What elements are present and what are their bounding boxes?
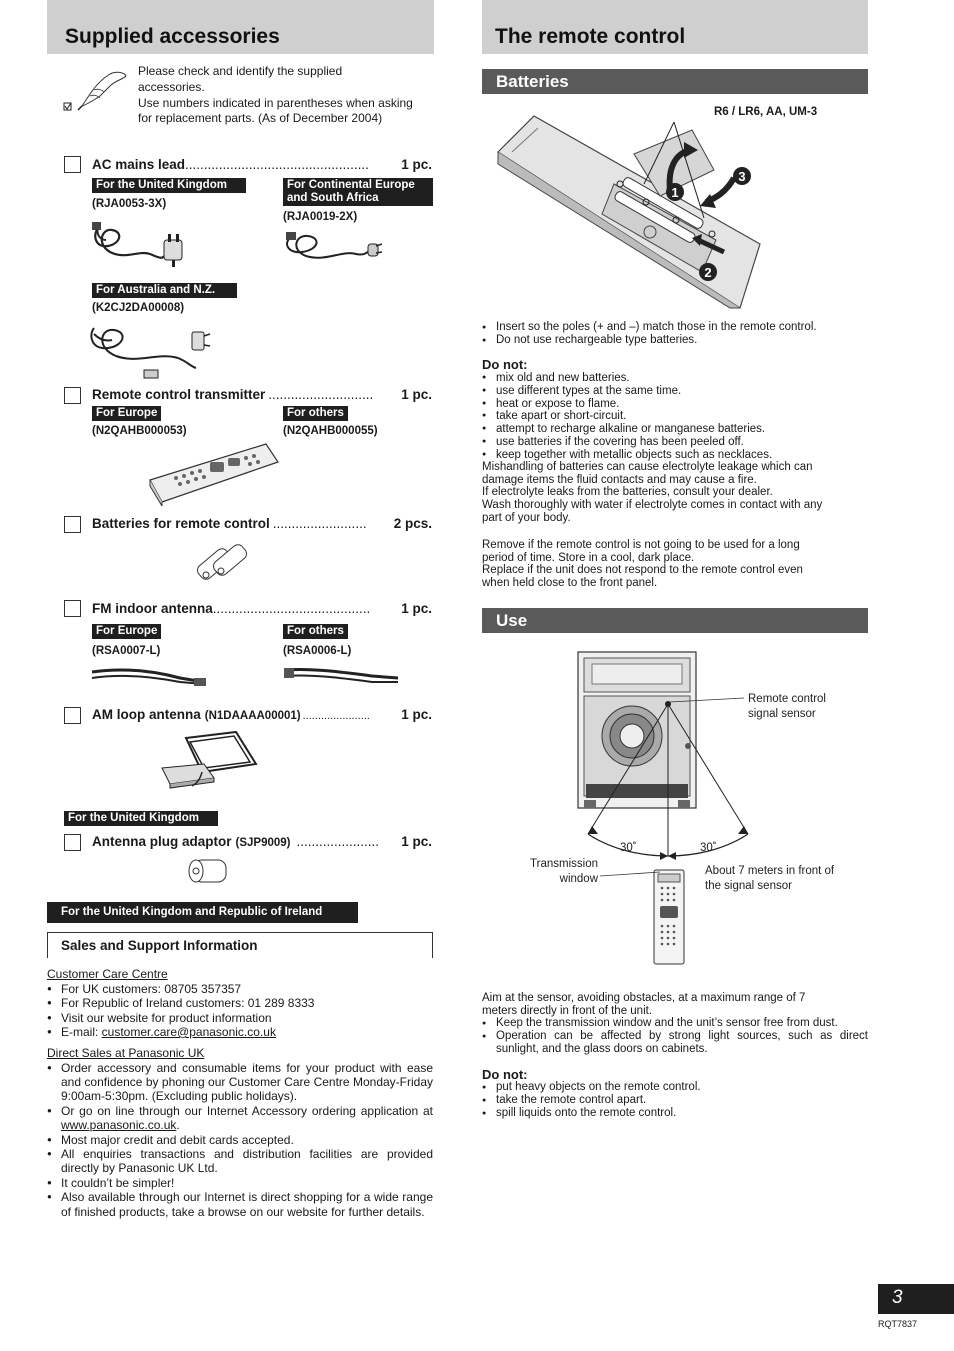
list-item — [47, 1104, 433, 1133]
item-remote-control — [92, 387, 432, 402]
direct-sales-section — [47, 1046, 433, 1219]
dot-leader: .......................................... — [212, 601, 371, 616]
region-tag-uk: For the United Kingdom — [92, 178, 246, 193]
region-tag-europe: For Europe — [92, 406, 161, 421]
bullet-text: Operation can be affected by strong light sources, such as direct sunlight, and the glass doors on cabinets. — [496, 1030, 868, 1055]
tx-window-label-line1: Transmission — [530, 858, 598, 870]
step-3-label: 3 — [738, 169, 746, 184]
direct-item-suffix: . — [176, 1118, 180, 1133]
region-tag-others: For others — [283, 624, 348, 639]
use-line: Aim at the sensor, avoiding obstacles, at a maximum range of 7 — [482, 992, 806, 1004]
region-tag-australia: For Australia and N.Z. — [92, 283, 237, 298]
sales-support-title: Sales and Support Information — [61, 938, 258, 953]
part-code: (RJA0019-2X) — [283, 211, 358, 223]
dot-leader: ...................... — [296, 834, 380, 849]
sensor-label-line1: Remote control — [748, 693, 826, 705]
intro-line: for replacement parts. (As of December 2004) — [138, 111, 383, 126]
part-code: (RSA0006-L) — [283, 645, 352, 657]
customer-care-heading: Customer Care Centre — [47, 967, 168, 981]
remote-transmitter-illustration — [146, 440, 280, 506]
dot-leader: ............................ — [268, 387, 374, 402]
list-item — [482, 410, 868, 423]
region-tag-continental-europe — [283, 178, 433, 206]
item-label: Batteries for remote control — [92, 516, 270, 531]
list-item — [482, 423, 868, 436]
list-item — [482, 385, 868, 398]
list-item — [47, 982, 433, 997]
list-item — [47, 996, 433, 1011]
warning-line: Wash thoroughly with water if electrolyte comes in contact with any — [482, 499, 823, 512]
item-label: AC mains lead — [92, 157, 186, 172]
warning-line: Mishandling of batteries can cause electrolyte leakage which can — [482, 461, 813, 473]
angle-left-label: 30˚ — [620, 842, 637, 854]
use-intro-text — [482, 992, 868, 1017]
warning-line: If electrolyte leaks from the batteries, consult your dealer. — [482, 486, 773, 499]
list-item — [482, 449, 868, 462]
checkbox-remote-control[interactable] — [64, 387, 81, 404]
battery-insertion-diagram — [494, 112, 764, 312]
direct-item-text: Or go on line through our Internet Accessory ordering application at — [61, 1103, 433, 1118]
use-line: meters directly in front of the unit. — [482, 1004, 653, 1017]
part-code: (N2QAHB000055) — [283, 425, 378, 437]
bullet-text: heat or expose to flame. — [496, 397, 620, 410]
list-item — [47, 1176, 433, 1190]
use-bullets — [482, 1017, 868, 1056]
part-code: (RSA0007-L) — [92, 645, 161, 657]
part-code: (K2CJ2DA00008) — [92, 302, 185, 314]
use-donot-heading: Do not: — [482, 1067, 528, 1082]
document-code: RQT7837 — [878, 1319, 918, 1329]
left-title-bar — [47, 0, 434, 54]
sensor-label-line2: signal sensor — [748, 708, 816, 720]
list-item — [47, 1061, 433, 1104]
part-code: (RJA0053-3X) — [92, 198, 167, 210]
section-title-remote: The remote control — [495, 25, 686, 48]
ac-lead-europe-illustration — [282, 226, 382, 266]
customer-care-list — [47, 982, 433, 1040]
intro-text — [138, 64, 438, 127]
item-label: Remote control transmitter — [92, 387, 266, 402]
storage-text — [482, 539, 868, 590]
storage-line: when held close to the front panel. — [482, 577, 658, 590]
direct-sales-list — [47, 1061, 433, 1219]
direct-item-text: Order accessory and consumable items for your product with ease and confidence by phoning our Customer Care Centre Monday-Friday 9:00am-5:30pm. (Excluding public holidays). — [61, 1060, 433, 1104]
list-item — [482, 372, 868, 385]
bullet-text: Keep the transmission window and the unit’s sensor free from dust. — [496, 1017, 838, 1029]
item-qty: 2 pcs. — [393, 516, 432, 531]
email-prefix: E-mail: — [61, 1025, 102, 1039]
battery-bullets — [482, 321, 868, 347]
fm-antenna-others-illustration — [282, 664, 402, 688]
warning-line: part of your body. — [482, 511, 571, 524]
item-label: FM indoor antenna — [92, 601, 213, 616]
use-heading: Use — [482, 608, 868, 633]
dot-leader: ................................................. — [185, 157, 369, 172]
bullet-text: attempt to recharge alkaline or manganese batteries. — [496, 423, 766, 436]
checkbox-fm-antenna[interactable] — [64, 600, 81, 617]
bullet-text: put heavy objects on the remote control. — [496, 1081, 701, 1093]
intro-line: accessories. — [138, 79, 205, 94]
item-part-code: (N1DAAAA00001) — [204, 710, 301, 722]
list-item — [482, 398, 868, 411]
region-tag-others: For others — [283, 406, 348, 421]
item-fm-antenna — [92, 601, 432, 616]
tag-line: and South Africa — [287, 192, 379, 204]
website-link[interactable]: www.panasonic.co.uk — [61, 1118, 177, 1133]
list-item — [47, 1147, 433, 1176]
bullet-text: take the remote control apart. — [496, 1094, 647, 1106]
item-qty: 1 pc. — [401, 834, 432, 849]
right-title-bar — [482, 0, 868, 54]
battery-type-label: R6 / LR6, AA, UM-3 — [714, 106, 818, 118]
list-item — [482, 321, 868, 334]
tag-line: For Continental Europe — [287, 179, 415, 191]
page-number: 3 — [892, 1287, 903, 1308]
batteries-illustration — [194, 534, 254, 584]
email-link[interactable]: customer.care@panasonic.co.uk — [101, 1025, 276, 1039]
fm-antenna-europe-illustration — [90, 664, 210, 688]
distance-label-line1: About 7 meters in front of — [705, 865, 835, 877]
intro-line: Use numbers indicated in parentheses when asking — [138, 95, 413, 110]
region-tag-europe: For Europe — [92, 624, 161, 639]
dot-leader: ...................... — [302, 710, 370, 722]
bullet-text: use different types at the same time. — [496, 384, 682, 397]
care-uk-text: For UK customers: 08705 357357 — [61, 981, 242, 996]
list-item — [482, 1094, 868, 1107]
item-label: Antenna plug adaptor — [92, 834, 232, 849]
storage-line: Remove if the remote control is not going to be used for a long — [482, 539, 800, 551]
ac-lead-uk-illustration — [90, 214, 190, 270]
list-item — [482, 1030, 868, 1056]
remote-use-diagram — [482, 640, 868, 970]
direct-item-text: Also available through our Internet is direct shopping for a wide range of finished products, take a browse on our website for further details. — [61, 1190, 433, 1219]
bullet-text: Insert so the poles (+ and –) match those in the remote control. — [496, 321, 817, 333]
list-item — [47, 1025, 433, 1040]
battery-donot-list — [482, 372, 868, 462]
checklist-hand-icon — [60, 66, 130, 116]
tx-window-label-line2: window — [559, 873, 598, 885]
bullet-text: mix old and new batteries. — [496, 372, 630, 384]
dot-leader: ......................... — [272, 516, 367, 531]
list-item — [482, 1081, 868, 1094]
item-qty: 1 pc. — [401, 387, 432, 402]
part-code: (N2QAHB000053) — [92, 425, 187, 437]
page-number-tab — [878, 1284, 954, 1314]
section-title-accessories: Supplied accessories — [65, 25, 280, 48]
item-qty: 1 pc. — [401, 707, 432, 722]
item-part-code: (SJP9009) — [235, 837, 291, 849]
item-am-antenna — [92, 707, 432, 722]
bullet-text: keep together with metallic objects such as necklaces. — [496, 448, 773, 461]
customer-care-section — [47, 967, 433, 1040]
direct-item-text: All enquiries transactions and distribution facilities are provided directly by Panasonic UK Ltd. — [61, 1146, 433, 1176]
list-item — [47, 1190, 433, 1219]
list-item — [482, 1017, 868, 1030]
battery-warning-text — [482, 461, 868, 525]
checkbox-am-antenna[interactable] — [64, 707, 81, 724]
checkbox-batteries[interactable] — [64, 516, 81, 533]
region-tag-uk: For the United Kingdom — [64, 811, 218, 826]
batteries-heading: Batteries — [482, 69, 868, 94]
region-tag-uk-ireland: For the United Kingdom and Republic of Ireland — [47, 902, 358, 923]
item-qty: 1 pc. — [401, 157, 432, 172]
checkbox-antenna-plug-adaptor[interactable] — [64, 834, 81, 851]
bullet-text: Do not use rechargeable type batteries. — [496, 334, 698, 346]
intro-line: Please check and identify the supplied — [138, 64, 343, 78]
care-web-text: Visit our website for product information — [61, 1010, 272, 1025]
item-ac-mains-lead — [92, 157, 432, 172]
list-item — [47, 1133, 433, 1147]
checkbox-ac-mains-lead[interactable] — [64, 156, 81, 173]
list-item — [482, 334, 868, 347]
ac-lead-australia-illustration — [88, 318, 212, 380]
bullet-text: use batteries if the covering has been peeled off. — [496, 435, 744, 448]
storage-line: Replace if the unit does not respond to the remote control even — [482, 564, 803, 577]
distance-label-line2: the signal sensor — [705, 880, 792, 892]
item-label: AM loop antenna — [92, 707, 201, 722]
bullet-text: take apart or short-circuit. — [496, 410, 627, 423]
item-qty: 1 pc. — [401, 601, 432, 616]
donot-heading: Do not: — [482, 357, 528, 372]
angle-right-label: 30˚ — [700, 842, 717, 854]
storage-line: period of time. Store in a cool, dark place. — [482, 551, 695, 564]
item-antenna-plug-adaptor — [92, 834, 432, 849]
use-donot-list — [482, 1081, 868, 1120]
item-batteries — [92, 516, 432, 531]
direct-item-text: Most major credit and debit cards accepted. — [61, 1132, 294, 1147]
care-ie-text: For Republic of Ireland customers: 01 289 8333 — [61, 996, 315, 1010]
warning-line: damage items the fluid contacts and may cause a fire. — [482, 473, 757, 486]
list-item — [482, 1107, 868, 1120]
list-item — [47, 1011, 433, 1026]
antenna-plug-adaptor-illustration — [186, 856, 230, 886]
sales-support-box — [47, 932, 433, 958]
direct-sales-heading: Direct Sales at Panasonic UK — [47, 1046, 205, 1060]
direct-item-text: It couldn’t be simpler! — [61, 1175, 175, 1190]
step-2-label: 2 — [704, 265, 712, 280]
am-loop-antenna-illustration — [156, 728, 262, 792]
list-item — [482, 436, 868, 449]
step-1-label: 1 — [671, 185, 679, 200]
bullet-text: spill liquids onto the remote control. — [496, 1107, 677, 1119]
